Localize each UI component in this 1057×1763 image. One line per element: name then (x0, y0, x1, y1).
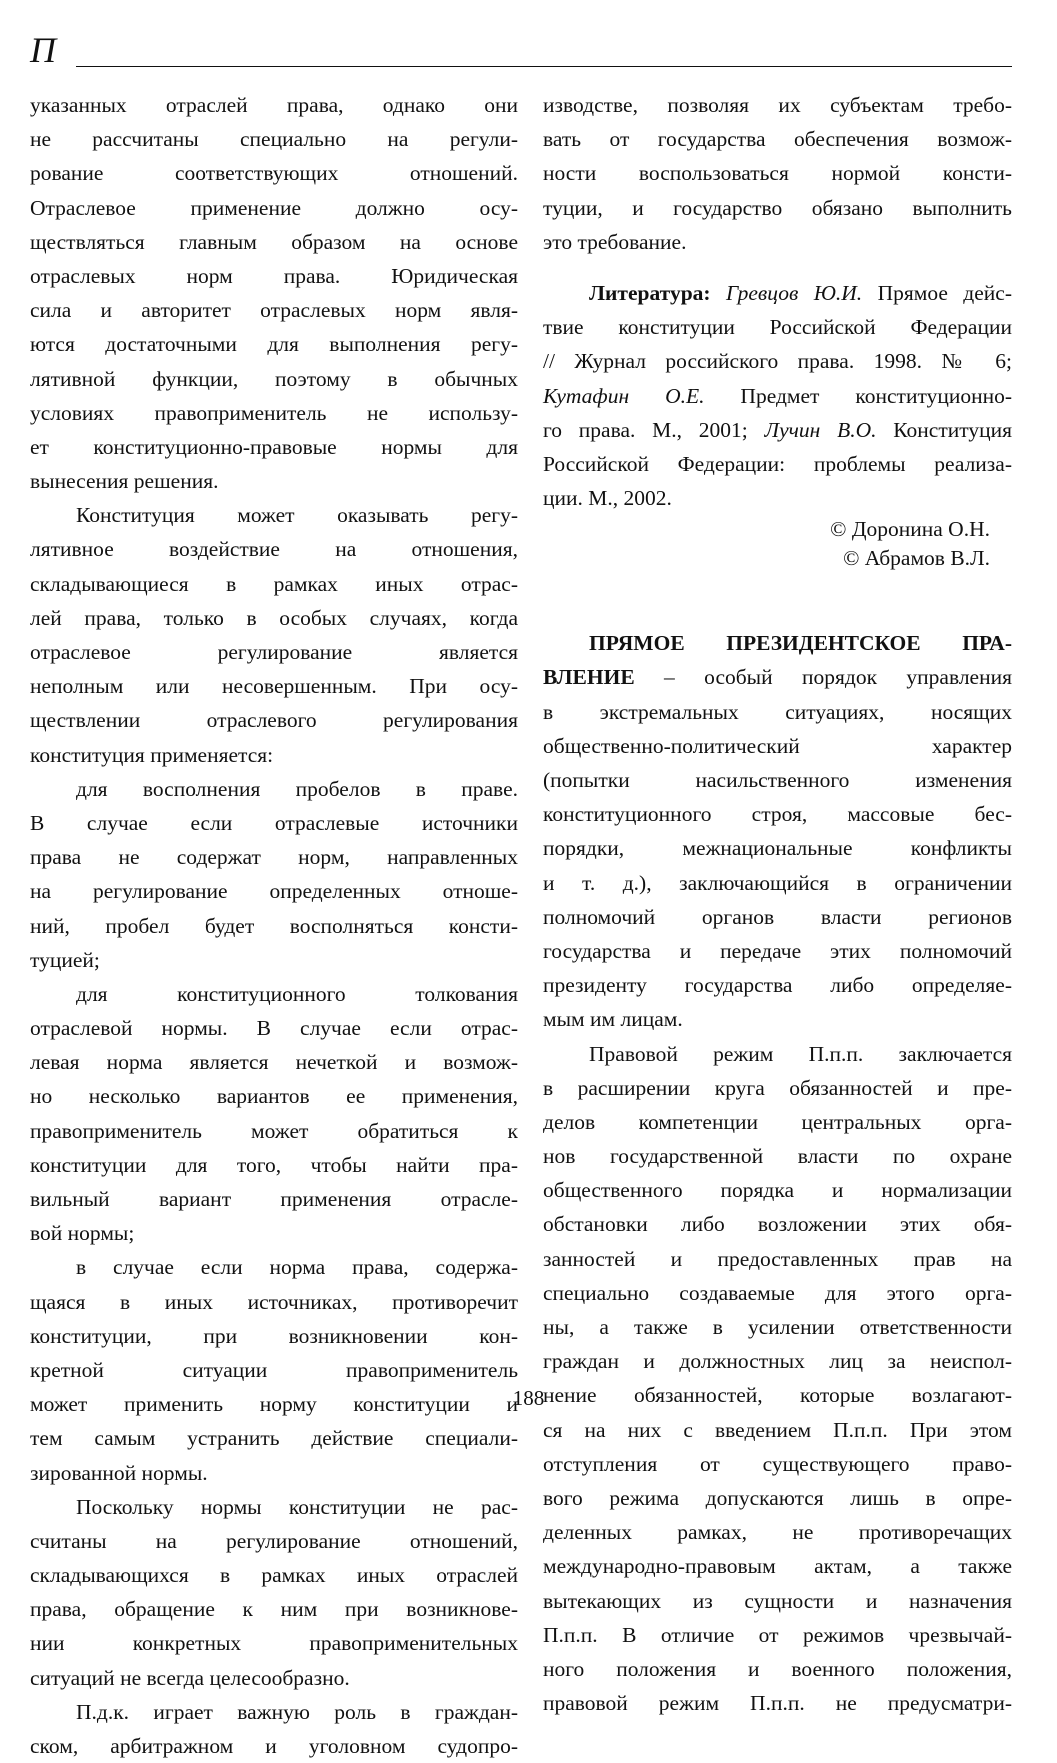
text-line: мым им лицам. (543, 1007, 683, 1032)
text-line: полномочий органов власти регионов (543, 904, 1012, 929)
text-line: общественного порядка и нормализации (543, 1178, 1012, 1203)
text-line: права не содержат норм, направленных (30, 845, 518, 870)
text-line: в случае если норма права, содержа- (76, 1255, 518, 1280)
paragraph (30, 977, 518, 1251)
bold-text: Литература: (589, 280, 711, 305)
text-line: Российской Федерации: проблемы реализа- (543, 451, 1012, 476)
text-line: для восполнения пробелов в праве. (76, 776, 518, 801)
text-line: может применить норму конституции и (30, 1392, 518, 1417)
paragraph (30, 88, 518, 498)
text-line: права, обращение к ним при возникнове- (30, 1597, 518, 1622)
text-line: нов государственной власти по охране (543, 1144, 1012, 1169)
text-line: ного положения и военного положения, (543, 1656, 1012, 1681)
literature-paragraph (543, 276, 1012, 515)
text-segment: Конституция (876, 417, 1013, 442)
text-line: занностей и предоставленных прав на (543, 1246, 1012, 1271)
text-line: президенту государства либо определяе- (543, 973, 1012, 998)
text-line: ции. М., 2002. (543, 486, 672, 511)
paragraph (30, 498, 518, 772)
text-line: не рассчитаны специально на регули- (30, 127, 518, 152)
author-name: Кутафин О.Е. (543, 383, 705, 408)
text-line: Правовой режим П.п.п. заключается (589, 1041, 1012, 1066)
page-number: 188 (512, 1386, 545, 1410)
text-line: в экстремальных ситуациях, носящих (543, 699, 1012, 724)
author-name: Лучин В.О. (764, 417, 877, 442)
text-line: неполным или несовершенным. При осу- (30, 674, 518, 699)
text-line: на регулирование определенных отноше- (30, 879, 518, 904)
text-line: граждан и должностных лиц за неиспол- (543, 1349, 1012, 1374)
text-line: Конституция может оказывать регу- (76, 503, 518, 528)
text-line: отраслевое регулирование является (30, 640, 518, 664)
paragraph (30, 1250, 518, 1489)
text-line: государства и передаче этих полномочий (543, 938, 1012, 963)
text-line: конституционного строя, массовые бес- (543, 802, 1012, 827)
text-line: в расширении круга обязанностей и пре- (543, 1075, 1012, 1100)
bold-text: ПРЯМОЕ ПРЕЗИДЕНТСКОЕ ПРА- (589, 631, 1012, 656)
right-column (543, 88, 1012, 1720)
text-line: Поскольку нормы конституции не рас- (76, 1494, 518, 1519)
text-line (543, 660, 1012, 694)
text-line: ском, арбитражном и уголовном судопро- (30, 1734, 518, 1758)
text-line: порядки, межнациональные конфликты (543, 836, 1012, 861)
text-line: специально создаваемые для этого орга- (543, 1280, 1012, 1305)
text-line: нение обязанностей, которые возлагают- (543, 1383, 1012, 1408)
text-line: кретной ситуации правоприменитель (30, 1357, 518, 1382)
text-line: изводстве, позволяя их субъектам требо- (543, 93, 1012, 117)
copyright-line: © Абрамов В.Л. (843, 546, 990, 571)
author-name: Гревцов Ю.И. (725, 280, 863, 305)
text-line: ний, пробел будет восполняться консти- (30, 913, 518, 938)
text-line: но несколько вариантов ее применения, (30, 1084, 518, 1109)
text-line: вать от государства обеспечения возмож- (543, 127, 1012, 152)
bold-text: ВЛЕНИЕ (543, 665, 635, 690)
text-line: международно-правовым актам, а также (543, 1554, 1012, 1579)
text-line (543, 276, 1012, 310)
text-line (543, 413, 1012, 447)
text-line: вынесения решения. (30, 469, 219, 494)
paragraph (543, 1037, 1012, 1721)
text-line: ются достаточными для выполнения регу- (30, 332, 518, 357)
text-line: правоприменитель может обратиться к (30, 1118, 518, 1143)
text-line: (попытки насильственного изменения (543, 768, 1012, 792)
text-line: считаны на регулирование отношений, (30, 1528, 518, 1553)
text-line: нии конкретных правоприменительных (30, 1631, 518, 1656)
text-line: общественно-политический характер (543, 733, 1012, 758)
text-line: // Журнал российского права. 1998. № 6; (543, 349, 1012, 374)
text-line: складывающиеся в рамках иных отрас- (30, 571, 518, 596)
text-line: туции, и государство обязано выполнить (543, 195, 1012, 220)
text-segment: – особый порядок управления (634, 665, 1012, 690)
text-line: отраслевой нормы. В случае если отрас- (30, 1016, 518, 1041)
text-line: отраслевых норм права. Юридическая (30, 263, 518, 288)
text-line: левая норма является нечеткой и возмож- (30, 1050, 518, 1075)
text-line: твие конституции Российской Федерации (543, 315, 1012, 340)
text-line: ществлении отраслевого регулирования (30, 708, 518, 733)
header-letter: П (30, 30, 56, 70)
text-line: П.д.к. играет важную роль в граждан- (76, 1699, 518, 1724)
text-line: вильный вариант применения отрасле- (30, 1187, 518, 1211)
text-line: это требование. (543, 229, 687, 254)
paragraph (30, 772, 518, 977)
text-line: ситуаций не всегда целесообразно. (30, 1665, 350, 1690)
text-segment: го права. М., 2001; (543, 417, 765, 442)
text-line: и т. д.), заключающийся в ограничении (543, 870, 1012, 895)
text-line: деленных рамках, не противоречащих (543, 1520, 1012, 1545)
text-line: тем самым устранить действие специали- (30, 1426, 518, 1451)
entry-heading-paragraph (543, 626, 1012, 1036)
text-segment: Прямое дейс- (862, 280, 1012, 305)
text-line: ет конституционно-правовые нормы для (30, 434, 518, 459)
text-line: вого режима допускаются лишь в опре- (543, 1485, 1012, 1510)
paragraph (30, 1490, 518, 1695)
paragraph (543, 88, 1012, 259)
text-line: вытекающих из сущности и назначения (543, 1588, 1012, 1613)
text-line: условиях правоприменитель не использу- (30, 400, 518, 425)
text-line: ности воспользоваться нормой консти- (543, 161, 1012, 186)
text-line: складывающихся в рамках иных отраслей (30, 1563, 518, 1588)
text-line: зированной нормы. (30, 1460, 208, 1485)
text-line: правовой режим П.п.п. не предусматри- (543, 1691, 1012, 1716)
text-line: лей права, только в особых случаях, когда (30, 605, 518, 630)
text-line: конституция применяется: (30, 742, 274, 767)
text-line (543, 626, 1012, 660)
text-line: ны, а также в усилении ответственности (543, 1315, 1012, 1339)
text-line: указанных отраслей права, однако они (30, 93, 518, 117)
text-line: вой нормы; (30, 1221, 135, 1246)
text-line: конституции, при возникновении кон- (30, 1323, 518, 1348)
text-line: щаяся в иных источниках, противоречит (30, 1289, 518, 1314)
text-line: В случае если отраслевые источники (30, 810, 518, 835)
text-line: для конституционного толкования (76, 981, 518, 1006)
text-line: ся на них с введением П.п.п. При этом (543, 1417, 1012, 1442)
text-line (543, 379, 1012, 413)
text-line: лятивной функции, поэтому в обычных (30, 366, 518, 391)
text-line: ществляться главным образом на основе (30, 229, 518, 254)
text-line: делов компетенции центральных орга- (543, 1109, 1012, 1134)
running-header (30, 30, 1012, 70)
text-segment (711, 281, 726, 305)
text-line: лятивное воздействие на отношения, (30, 537, 518, 562)
header-rule (76, 66, 1012, 67)
copyright-block (543, 515, 1012, 573)
left-column (30, 88, 518, 1763)
text-line: конституции для того, чтобы найти пра- (30, 1152, 518, 1177)
text-line: П.п.п. В отличие от режимов чрезвычай- (543, 1622, 1012, 1647)
text-line: обстановки либо возложении этих обя- (543, 1212, 1012, 1237)
text-line: туцией; (30, 947, 100, 972)
text-line: отступления от существующего право- (543, 1451, 1012, 1476)
text-segment: Предмет конституционно- (704, 383, 1012, 408)
text-line: Отраслевое применение должно осу- (30, 195, 518, 220)
paragraph (30, 1695, 518, 1763)
copyright-line: © Доронина О.Н. (830, 517, 990, 542)
text-line: сила и авторитет отраслевых норм явля- (30, 298, 518, 323)
text-line: рование соответствующих отношений. (30, 161, 518, 186)
